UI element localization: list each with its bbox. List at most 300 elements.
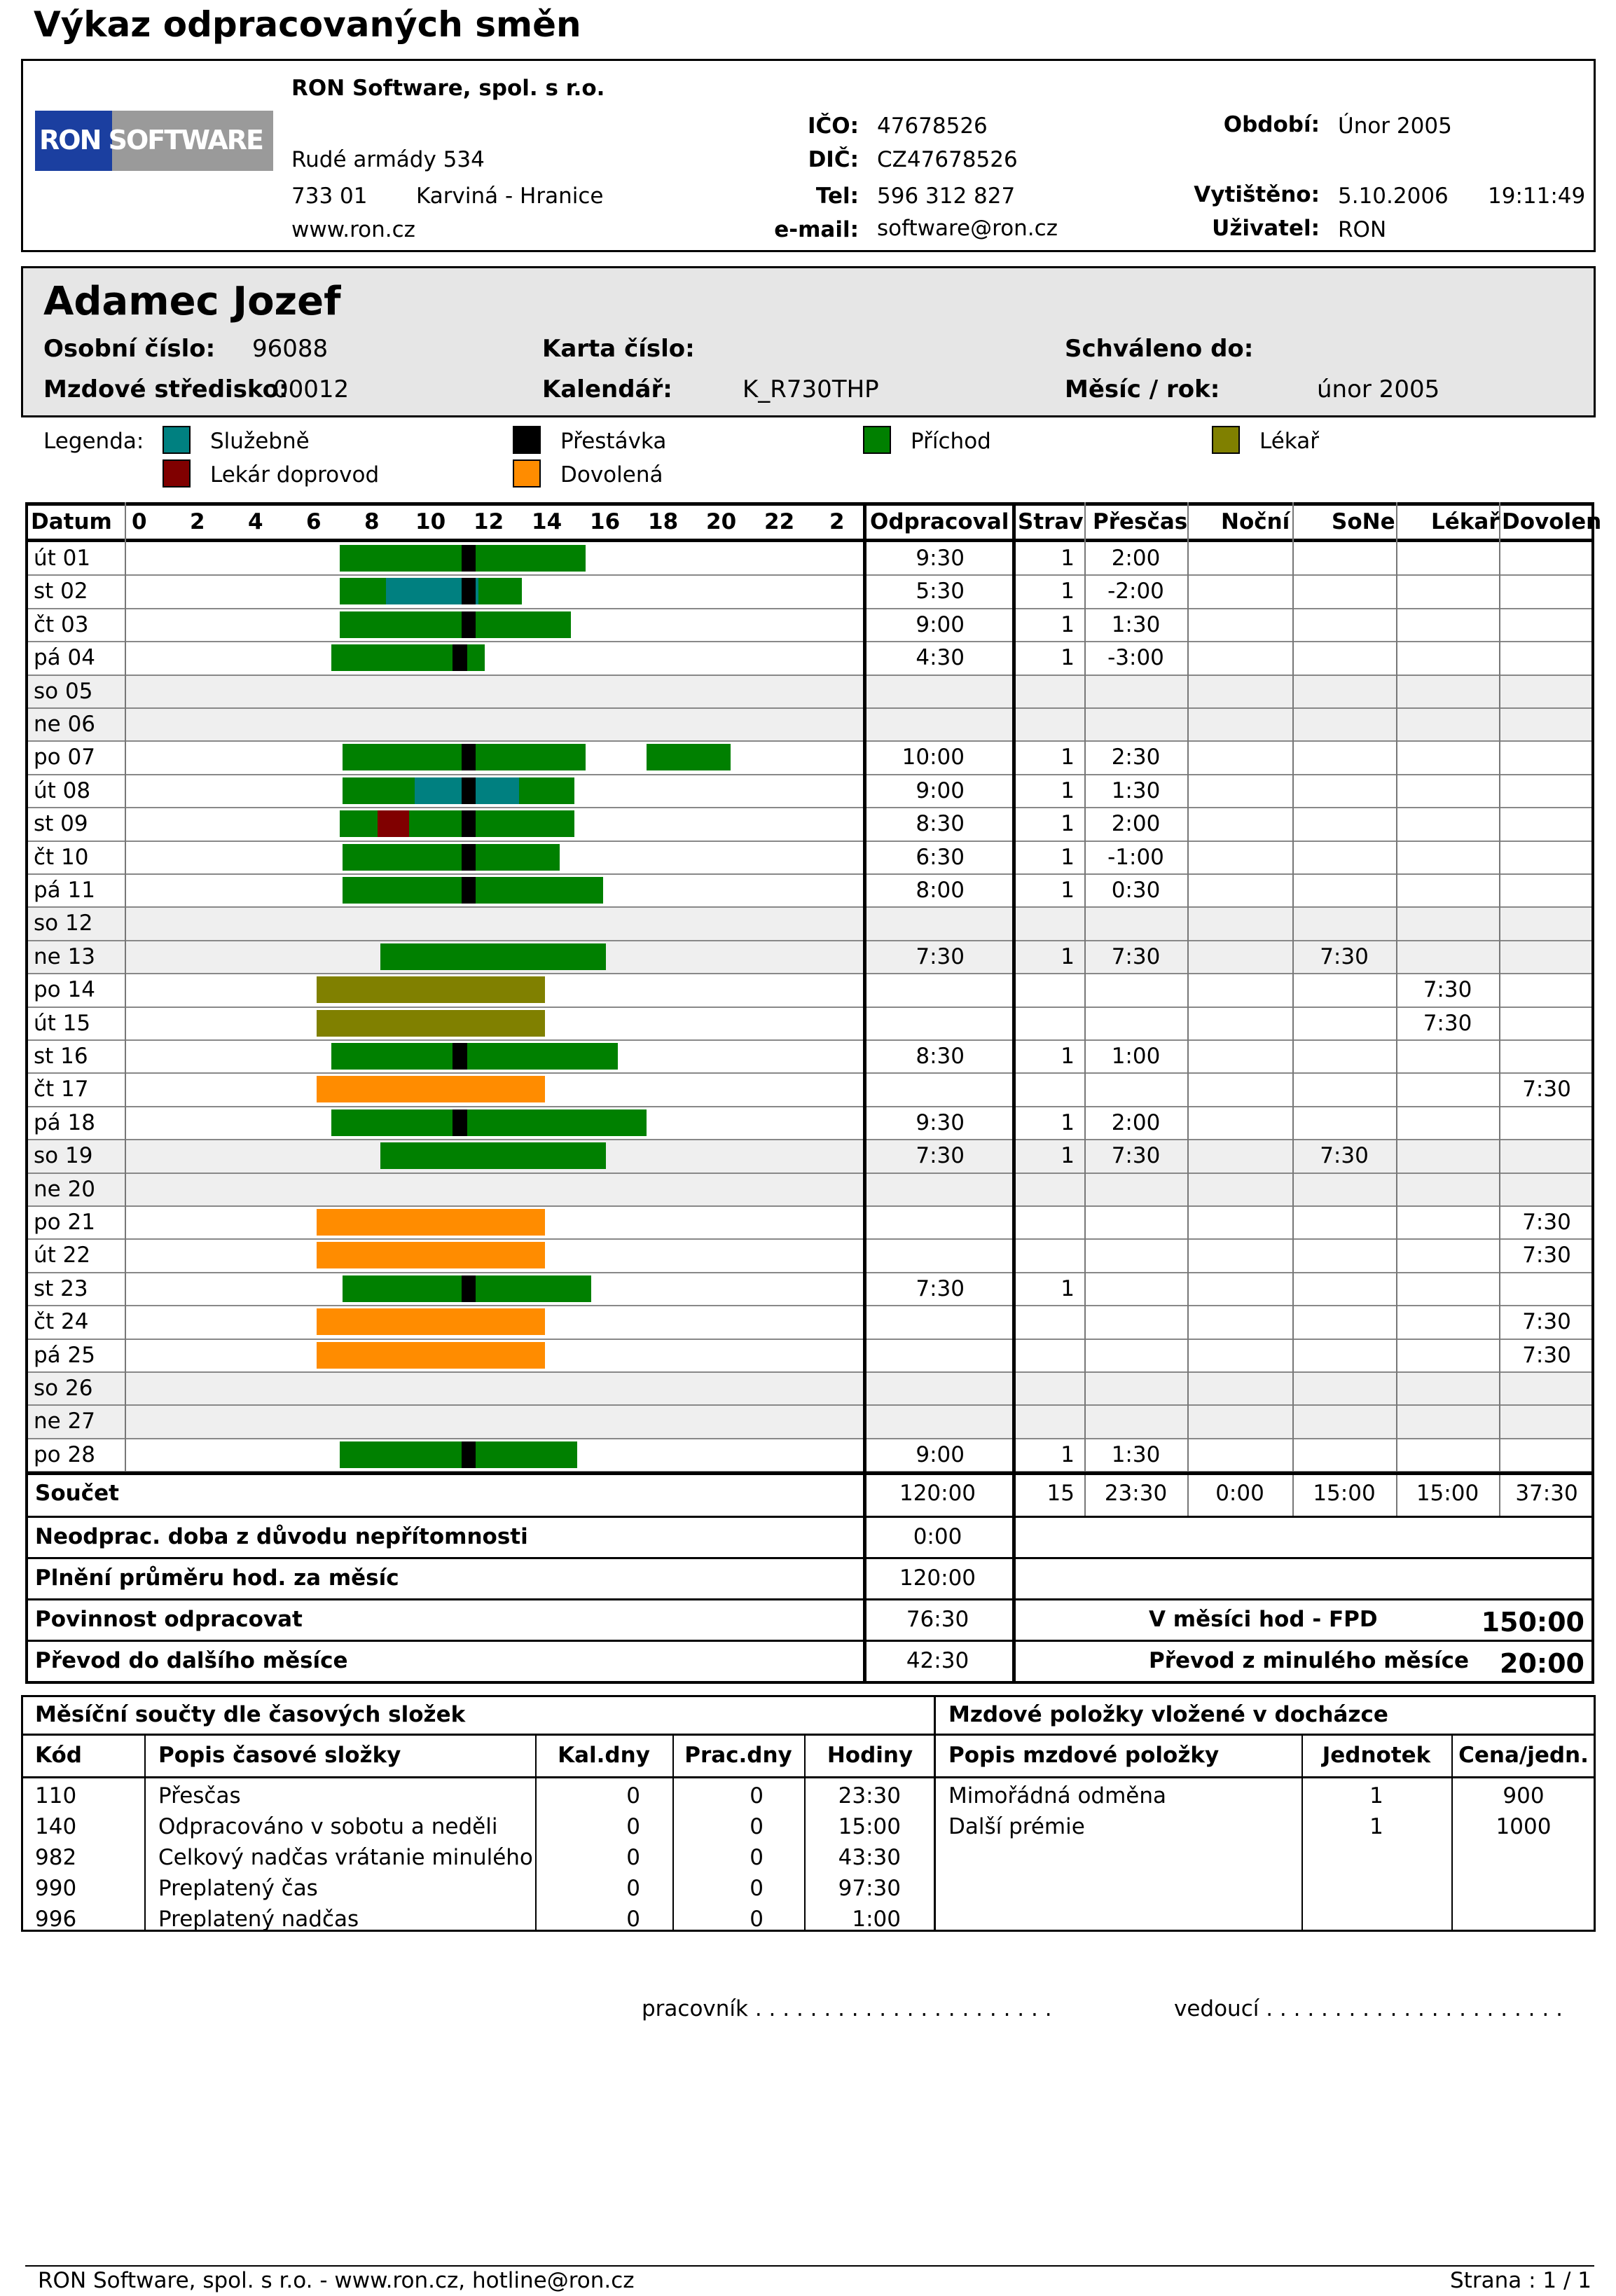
row-dovolena: 7:30: [1522, 1243, 1571, 1268]
row-sone: 7:30: [1320, 943, 1369, 969]
wage-price: 900: [1503, 1783, 1545, 1809]
company-zip: 733 01: [291, 184, 368, 209]
totals-dovolena: 37:30: [1515, 1481, 1578, 1507]
row-date: po 14: [34, 977, 95, 1003]
row-date: út 08: [34, 777, 91, 803]
weekend-row-band: [25, 1372, 1594, 1405]
totals-strav: 15: [1047, 1481, 1075, 1507]
email-label: e-mail:: [774, 217, 859, 242]
header-hour: 18: [648, 509, 679, 534]
summary-value: 76:30: [906, 1607, 969, 1633]
header-sone: SoNe: [1332, 509, 1395, 534]
timeline-segment: [331, 1109, 647, 1136]
monthly-column-divider: [144, 1735, 146, 1932]
timeline-segment: [380, 943, 606, 970]
monthly-header: Popis časové složky: [158, 1743, 401, 1768]
header-hour: 14: [532, 509, 562, 534]
header-nocni: Noční: [1221, 509, 1290, 534]
row-divider: [25, 608, 1594, 609]
monthly-hodiny: 43:30: [838, 1845, 901, 1870]
company-city: Karviná - Hranice: [416, 184, 604, 209]
timeline-segment: [317, 1076, 545, 1102]
wage-box: [934, 1695, 1596, 1932]
row-date: st 02: [34, 579, 88, 604]
row-sone: 7:30: [1320, 1143, 1369, 1169]
row-divider: [25, 574, 1594, 576]
header-hour: 2: [190, 509, 205, 534]
header-datum: Datum: [31, 509, 112, 534]
monthly-header-border: [21, 1776, 936, 1778]
totals-bottom-border: [25, 1516, 1594, 1518]
email-value: software@ron.cz: [877, 216, 1058, 241]
row-date: pá 11: [34, 878, 95, 903]
row-strav: 1: [1061, 878, 1075, 903]
totals-lekar: 15:00: [1416, 1481, 1479, 1507]
totals-nocni: 0:00: [1215, 1481, 1264, 1507]
monthly-desc: Odpracováno v sobotu a neděli: [158, 1814, 498, 1839]
row-date: so 19: [34, 1143, 93, 1169]
row-date: ne 20: [34, 1176, 96, 1202]
header-hour: 2: [829, 509, 845, 534]
row-strav: 1: [1061, 645, 1075, 671]
row-worked: 9:00: [916, 611, 965, 637]
row-date: po 07: [34, 745, 95, 770]
row-worked: 10:00: [902, 745, 965, 770]
timeline-segment: [462, 844, 476, 871]
cost-center-label: Mzdové středisko:: [43, 375, 289, 403]
row-date: čt 24: [34, 1309, 89, 1335]
ico-value: 47678526: [877, 113, 988, 139]
footer-left: RON Software, spol. s r.o. - www.ron.cz, hotline@ron.cz: [38, 2268, 635, 2293]
monthly-code: 990: [35, 1876, 77, 1901]
wage-title: Mzdové položky vložené v docházce: [948, 1702, 1388, 1727]
weekend-row-band: [25, 675, 1594, 708]
timeline-segment: [340, 611, 571, 638]
approved-label: Schváleno do:: [1065, 335, 1254, 363]
legend-item-label: Lekár doprovod: [210, 462, 380, 487]
row-prescas: 2:00: [1111, 811, 1161, 837]
monthly-desc: Přesčas: [158, 1783, 241, 1809]
legend-item-label: Lékař: [1259, 429, 1319, 454]
row-lekar: 7:30: [1423, 977, 1472, 1003]
table-top-border: [25, 502, 1594, 506]
personal-no-label: Osobní číslo:: [43, 335, 216, 363]
summary-right-label: Převod z minulého měsíce: [1149, 1648, 1470, 1674]
month-value: únor 2005: [1317, 375, 1440, 403]
row-worked: 6:30: [916, 844, 965, 870]
timeline-segment: [462, 1275, 476, 1302]
row-date: út 01: [34, 546, 91, 571]
legend-swatch: [513, 426, 541, 454]
calendar-label: Kalendář:: [542, 375, 672, 403]
monthly-hodiny: 15:00: [838, 1814, 901, 1839]
row-divider: [25, 1305, 1594, 1306]
row-date: so 12: [34, 911, 93, 936]
tel-label: Tel:: [815, 184, 859, 209]
row-prescas: 1:00: [1111, 1044, 1161, 1069]
row-lekar: 7:30: [1423, 1010, 1472, 1036]
header-prescas: Přesčas: [1093, 509, 1188, 534]
row-strav: 1: [1061, 844, 1075, 870]
row-divider: [25, 1339, 1594, 1340]
personal-no-value: 96088: [252, 335, 329, 363]
row-strav: 1: [1061, 811, 1075, 837]
row-divider: [25, 1039, 1594, 1041]
legend-item-label: Služebně: [210, 429, 310, 454]
monthly-desc: Preplatený čas: [158, 1876, 318, 1901]
monthly-code: 140: [35, 1814, 77, 1839]
row-date: pá 04: [34, 645, 95, 671]
timeline-segment: [340, 810, 574, 837]
row-prescas: 2:00: [1111, 1109, 1161, 1135]
summary-label: Povinnost odpracovat: [35, 1607, 303, 1633]
timeline-segment: [343, 844, 560, 871]
totals-divider: [1499, 1475, 1500, 1516]
legend-item-label: Dovolená: [560, 462, 663, 487]
manager-signature: vedoucí . . . . . . . . . . . . . . . . . . . . . .: [1174, 1996, 1563, 2021]
summary-right-label: V měsíci hod - FPD: [1149, 1607, 1378, 1633]
row-date: st 16: [34, 1044, 88, 1069]
row-worked: 7:30: [916, 943, 965, 969]
row-divider: [25, 1072, 1594, 1074]
row-worked: 5:30: [916, 579, 965, 604]
period-label: Období:: [1223, 112, 1320, 137]
row-divider: [25, 1205, 1594, 1207]
rows-bottom-border: [25, 1472, 1594, 1475]
timeline-segment: [462, 877, 476, 904]
row-prescas: 1:30: [1111, 777, 1161, 803]
row-worked: 9:30: [916, 546, 965, 571]
row-divider: [25, 1438, 1594, 1439]
wage-header: Cena/jedn.: [1458, 1743, 1589, 1768]
monthly-kal: 0: [626, 1845, 640, 1870]
header-lekar: Lékař: [1431, 509, 1500, 534]
monthly-kal: 0: [626, 1814, 640, 1839]
legend-swatch: [163, 426, 191, 454]
header-hour: 20: [706, 509, 737, 534]
row-prescas: 1:30: [1111, 1441, 1161, 1467]
calendar-value: K_R730THP: [743, 375, 879, 403]
card-label: Karta číslo:: [542, 335, 695, 363]
monthly-header: Kal.dny: [558, 1743, 650, 1768]
timeline-segment: [378, 810, 409, 837]
timeline-segment: [647, 744, 731, 770]
printed-date: 5.10.2006: [1338, 184, 1449, 209]
row-worked: 4:30: [916, 645, 965, 671]
row-strav: 1: [1061, 943, 1075, 969]
company-name: RON Software, spol. s r.o.: [291, 76, 605, 101]
summary-value: 42:30: [906, 1648, 969, 1674]
header-hour: 12: [474, 509, 504, 534]
row-strav: 1: [1061, 1275, 1075, 1301]
header-hour: 6: [306, 509, 322, 534]
timeline-segment: [462, 810, 476, 837]
company-web: www.ron.cz: [291, 217, 415, 242]
row-date: po 21: [34, 1210, 95, 1235]
legend-item-label: Přestávka: [560, 429, 667, 454]
monthly-desc: Preplatený nadčas: [158, 1907, 359, 1932]
footer-rule: [25, 2265, 1594, 2267]
monthly-prac: 0: [750, 1814, 764, 1839]
weekend-row-band: [25, 1405, 1594, 1438]
row-date: ne 13: [34, 943, 96, 969]
row-date: so 26: [34, 1376, 93, 1401]
header-hour: 10: [415, 509, 446, 534]
row-worked: 7:30: [916, 1143, 965, 1169]
monthly-prac: 0: [750, 1907, 764, 1932]
timeline-segment: [462, 1441, 476, 1468]
totals-sone: 15:00: [1313, 1481, 1376, 1507]
timeline-segment: [453, 644, 467, 671]
row-worked: 8:30: [916, 811, 965, 837]
row-date: ne 06: [34, 712, 96, 737]
row-prescas: 1:30: [1111, 611, 1161, 637]
column-divider: [1187, 502, 1189, 1472]
row-divider: [25, 740, 1594, 742]
row-prescas: -2:00: [1107, 579, 1164, 604]
header-bottom-border: [25, 539, 1594, 542]
month-label: Měsíc / rok:: [1065, 375, 1220, 403]
page-title: Výkaz odpracovaných směn: [34, 4, 581, 45]
weekend-row-band: [25, 708, 1594, 741]
totals-divider: [1084, 1475, 1086, 1516]
row-prescas: -3:00: [1107, 645, 1164, 671]
row-divider: [25, 807, 1594, 808]
row-divider: [25, 1238, 1594, 1240]
row-strav: 1: [1061, 777, 1075, 803]
printed-time: 19:11:49: [1488, 184, 1586, 209]
totals-label: Součet: [35, 1481, 119, 1507]
timeline-segment: [317, 1242, 545, 1268]
monthly-hodiny: 97:30: [838, 1876, 901, 1901]
wage-desc: Další prémie: [948, 1814, 1085, 1839]
row-dovolena: 7:30: [1522, 1342, 1571, 1368]
user-value: RON: [1338, 217, 1387, 242]
wage-price: 1000: [1496, 1814, 1552, 1839]
row-date: po 28: [34, 1441, 95, 1467]
row-date: so 05: [34, 678, 93, 704]
row-divider: [25, 641, 1594, 642]
timeline-segment: [462, 744, 476, 770]
summary-row-border: [25, 1640, 1594, 1642]
row-divider: [25, 841, 1594, 842]
summary-right-divider: [1012, 1475, 1016, 1681]
dic-label: DIČ:: [808, 147, 859, 172]
row-prescas: 7:30: [1111, 1143, 1161, 1169]
row-worked: 8:30: [916, 1044, 965, 1069]
header-hour: 8: [364, 509, 380, 534]
row-worked: 7:30: [916, 1275, 965, 1301]
totals-prescas: 23:30: [1104, 1481, 1168, 1507]
summary-label: Převod do dalšího měsíce: [35, 1648, 348, 1674]
table-left-border: [25, 502, 28, 1681]
summary-right-value: 20:00: [1500, 1648, 1584, 1680]
header-hour: 0: [132, 509, 147, 534]
wage-desc: Mimořádná odměna: [948, 1783, 1166, 1809]
row-strav: 1: [1061, 1109, 1075, 1135]
monthly-hodiny: 1:00: [852, 1907, 901, 1932]
timeline-segment: [331, 1043, 618, 1070]
wage-header-border: [934, 1776, 1596, 1778]
row-prescas: 2:00: [1111, 546, 1161, 571]
wage-units: 1: [1369, 1814, 1383, 1839]
row-strav: 1: [1061, 1044, 1075, 1069]
row-date: ne 27: [34, 1409, 96, 1434]
timeline-segment: [453, 1109, 467, 1136]
row-prescas: -1:00: [1107, 844, 1164, 870]
summary-row-border: [25, 1557, 1594, 1559]
legend-swatch: [1212, 426, 1240, 454]
summary-row-border: [25, 1681, 1594, 1684]
row-strav: 1: [1061, 546, 1075, 571]
cost-center-value: 00012: [273, 375, 350, 403]
header-odpracoval: Odpracoval: [870, 509, 1009, 534]
summary-value: 0:00: [913, 1524, 962, 1550]
legend-swatch: [513, 459, 541, 487]
row-strav: 1: [1061, 579, 1075, 604]
timeline-segment: [462, 578, 476, 604]
row-worked: 9:30: [916, 1109, 965, 1135]
monthly-code: 110: [35, 1783, 77, 1809]
period-value: Únor 2005: [1338, 113, 1452, 139]
monthly-header: Hodiny: [827, 1743, 913, 1768]
timeline-segment: [340, 1441, 577, 1468]
row-divider: [25, 873, 1594, 875]
row-date: čt 03: [34, 611, 89, 637]
summary-label: Neodprac. doba z důvodu nepřítomnosti: [35, 1524, 528, 1550]
monthly-desc: Celkový nadčas vrátanie minulého: [158, 1845, 533, 1870]
row-worked: 9:00: [916, 777, 965, 803]
row-dovolena: 7:30: [1522, 1309, 1571, 1335]
monthly-kal: 0: [626, 1907, 640, 1932]
row-divider: [25, 1371, 1594, 1373]
row-date: st 23: [34, 1275, 88, 1301]
monthly-hodiny: 23:30: [838, 1783, 901, 1809]
totals-worked: 120:00: [899, 1481, 976, 1507]
monthly-kal: 0: [626, 1876, 640, 1901]
logo-text: RON SOFTWARE: [39, 125, 263, 155]
monthly-prac: 0: [750, 1783, 764, 1809]
row-strav: 1: [1061, 1441, 1075, 1467]
totals-divider: [1292, 1475, 1294, 1516]
row-prescas: 0:30: [1111, 878, 1161, 903]
weekend-row-band: [25, 1173, 1594, 1206]
monthly-header: Prac.dny: [684, 1743, 792, 1768]
header-dovolena: Dovolen: [1502, 509, 1602, 534]
monthly-kal: 0: [626, 1783, 640, 1809]
row-date: čt 10: [34, 844, 89, 870]
header-hour: 16: [590, 509, 621, 534]
column-divider: [125, 502, 126, 1472]
row-date: pá 25: [34, 1342, 95, 1368]
timeline-segment: [380, 1142, 606, 1169]
tel-value: 596 312 827: [877, 184, 1016, 209]
header-strav: Strav: [1018, 509, 1084, 534]
row-divider: [25, 707, 1594, 709]
wage-header: Popis mzdové položky: [948, 1743, 1220, 1768]
company-street: Rudé armády 534: [291, 147, 485, 172]
row-worked: 9:00: [916, 1441, 965, 1467]
row-date: čt 17: [34, 1077, 89, 1102]
row-date: út 22: [34, 1243, 91, 1268]
row-divider: [25, 1007, 1594, 1008]
monthly-code: 982: [35, 1845, 77, 1870]
row-date: st 09: [34, 811, 88, 837]
legend-label: Legenda:: [43, 429, 144, 454]
company-logo: [35, 111, 273, 171]
timeline-segment: [415, 777, 461, 804]
ico-label: IČO:: [807, 113, 859, 139]
row-strav: 1: [1061, 1143, 1075, 1169]
timeline-segment: [317, 1010, 545, 1037]
legend-swatch: [163, 459, 191, 487]
legend-item-label: Příchod: [911, 429, 991, 454]
timeline-segment: [317, 1308, 545, 1335]
monthly-header: Kód: [35, 1743, 82, 1768]
weekend-row-band: [25, 907, 1594, 940]
timeline-segment: [476, 777, 519, 804]
wage-title-border: [934, 1734, 1596, 1736]
wage-units: 1: [1369, 1783, 1383, 1809]
legend-swatch: [863, 426, 891, 454]
dic-value: CZ47678526: [877, 147, 1018, 172]
timeline-segment: [462, 777, 476, 804]
timeline-segment: [453, 1043, 467, 1070]
monthly-code: 996: [35, 1907, 77, 1932]
header-hour: 4: [248, 509, 263, 534]
monthly-title: Měsíční součty dle časových složek: [35, 1702, 466, 1727]
worker-signature: pracovník . . . . . . . . . . . . . . . . . . . . . .: [642, 1996, 1052, 2021]
wage-header: Jednotek: [1322, 1743, 1431, 1768]
user-label: Uživatel:: [1212, 216, 1320, 241]
totals-divider: [1187, 1475, 1189, 1516]
row-divider: [25, 906, 1594, 908]
row-prescas: 7:30: [1111, 943, 1161, 969]
timeline-segment: [462, 611, 476, 638]
row-dovolena: 7:30: [1522, 1077, 1571, 1102]
employee-name: Adamec Jozef: [43, 279, 341, 324]
timeline-segment: [317, 1209, 545, 1236]
row-divider: [25, 1272, 1594, 1273]
summary-label: Plnění průměru hod. za měsíc: [35, 1565, 399, 1591]
monthly-prac: 0: [750, 1876, 764, 1901]
totals-divider: [1396, 1475, 1397, 1516]
header-hour: 22: [764, 509, 795, 534]
timeline-segment: [462, 545, 476, 572]
footer-page: Strana : 1 / 1: [1450, 2268, 1591, 2293]
row-prescas: 2:30: [1111, 745, 1161, 770]
monthly-title-border: [21, 1734, 936, 1736]
row-worked: 8:00: [916, 878, 965, 903]
printed-label: Vytištěno:: [1194, 182, 1320, 207]
row-strav: 1: [1061, 611, 1075, 637]
row-date: út 15: [34, 1010, 91, 1036]
summary-value: 120:00: [899, 1565, 976, 1591]
monthly-prac: 0: [750, 1845, 764, 1870]
row-date: pá 18: [34, 1109, 95, 1135]
row-divider: [25, 774, 1594, 775]
row-divider: [25, 1404, 1594, 1406]
row-divider: [25, 675, 1594, 676]
timeline-segment: [317, 1342, 545, 1369]
summary-row-border: [25, 1598, 1594, 1600]
row-dovolena: 7:30: [1522, 1210, 1571, 1235]
column-divider: [1292, 502, 1294, 1472]
timeline-segment: [317, 976, 545, 1003]
row-divider: [25, 1106, 1594, 1107]
summary-right-value: 150:00: [1481, 1607, 1584, 1638]
row-strav: 1: [1061, 745, 1075, 770]
